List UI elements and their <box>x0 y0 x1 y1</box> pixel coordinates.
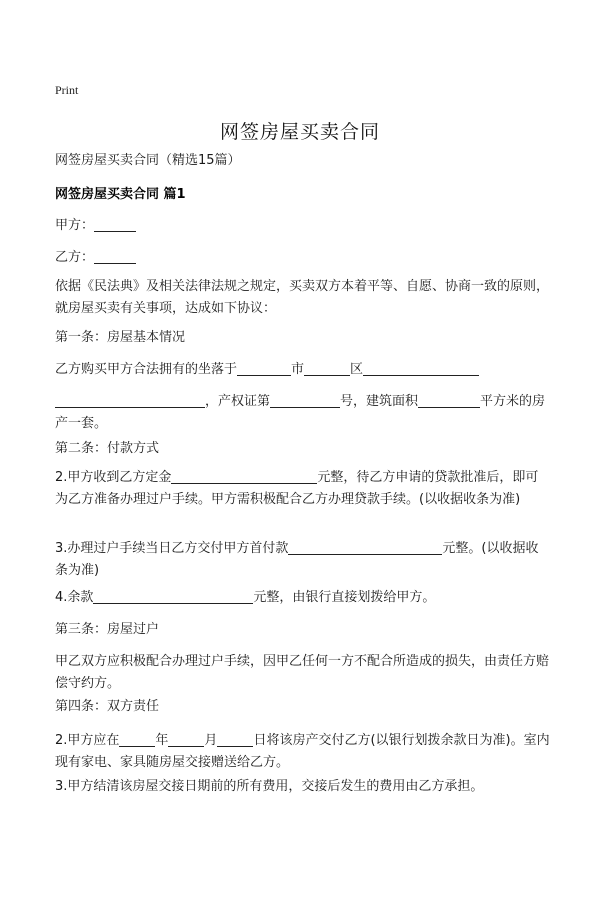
article-2-item-4 <box>55 587 550 609</box>
balance-label: 4.余款 <box>55 590 94 605</box>
month-label: 月 <box>204 733 218 748</box>
article-4-item-2 <box>55 730 550 774</box>
handover-text: 日将该房产交付乙方(以银行划拨余款日为准)。室内现有家电、家具随房屋交接赠送给乙方。 <box>55 733 550 770</box>
district-label: 区 <box>350 362 364 377</box>
article-2-heading: 第二条：付款方式 <box>55 441 160 456</box>
article-2-item-3 <box>55 538 550 582</box>
handover-label: 2.甲方应在 <box>55 733 120 748</box>
party-b-label: 乙方： <box>55 250 95 265</box>
deposit-blank <box>171 468 317 484</box>
down-payment-blank <box>288 539 442 555</box>
district-blank <box>304 360 350 376</box>
deposit-text: 元整，待乙方申请的贷款批准后，即可为乙方准备办理过户手续。甲方需积极配合乙方办理贷款手续。(以收据收条为准) <box>55 470 539 507</box>
property-blank <box>55 392 205 408</box>
print-label[interactable]: Print <box>55 83 79 97</box>
article-4-heading: 第四条：双方责任 <box>55 699 160 714</box>
section-heading: 网签房屋买卖合同 篇1 <box>55 187 186 202</box>
article-2-item-2 <box>55 467 550 511</box>
balance-blank <box>93 588 253 604</box>
article-1-heading: 第一条：房屋基本情况 <box>55 330 186 345</box>
down-payment-text: 元整。(以收据收条为准) <box>55 541 539 578</box>
month-blank <box>168 731 204 747</box>
balance-text: 元整，由银行直接划拨给甲方。 <box>253 590 436 605</box>
year-blank <box>119 731 155 747</box>
deposit-label: 2.甲方收到乙方定金 <box>55 470 172 485</box>
address-blank <box>363 360 479 376</box>
city-blank <box>237 360 291 376</box>
article-3-heading: 第三条：房屋过户 <box>55 622 160 637</box>
article-4-item-3: 3.甲方结清该房屋交接日期前的所有费用，交接后发生的费用由乙方承担。 <box>55 779 484 794</box>
party-b-blank <box>94 248 136 264</box>
article-3-body: 甲乙双方应积极配合办理过户手续，因甲乙任何一方不配合所造成的损失，由责任方赔偿守约方。 <box>55 654 550 691</box>
location-text: 乙方购买甲方合法拥有的坐落于 <box>55 362 238 377</box>
preamble: 依据《民法典》及相关法律法规之规定，买卖双方本着平等、自愿、协商一致的原则，就房屋买卖有关事项，达成如下协议： <box>55 279 550 316</box>
article-1-property <box>55 391 550 435</box>
document-title: 网签房屋买卖合同 <box>219 121 380 143</box>
area-label: 号，建筑面积 <box>340 394 419 409</box>
certificate-label: ，产权证第 <box>205 394 271 409</box>
year-label: 年 <box>155 733 169 748</box>
down-payment-label: 3.办理过户手续当日乙方交付甲方首付款 <box>55 541 289 556</box>
document-subtitle: 网签房屋买卖合同（精选15篇） <box>55 153 241 168</box>
area-unit-text: 平方米的房产一套。 <box>55 394 546 431</box>
day-blank <box>217 731 253 747</box>
party-a-blank <box>94 216 136 232</box>
party-a-label: 甲方： <box>55 218 95 233</box>
party-b-line <box>55 247 550 269</box>
article-1-location <box>55 359 550 381</box>
certificate-blank <box>270 392 340 408</box>
area-blank <box>418 392 480 408</box>
party-a-line <box>55 215 550 237</box>
city-label: 市 <box>291 362 305 377</box>
